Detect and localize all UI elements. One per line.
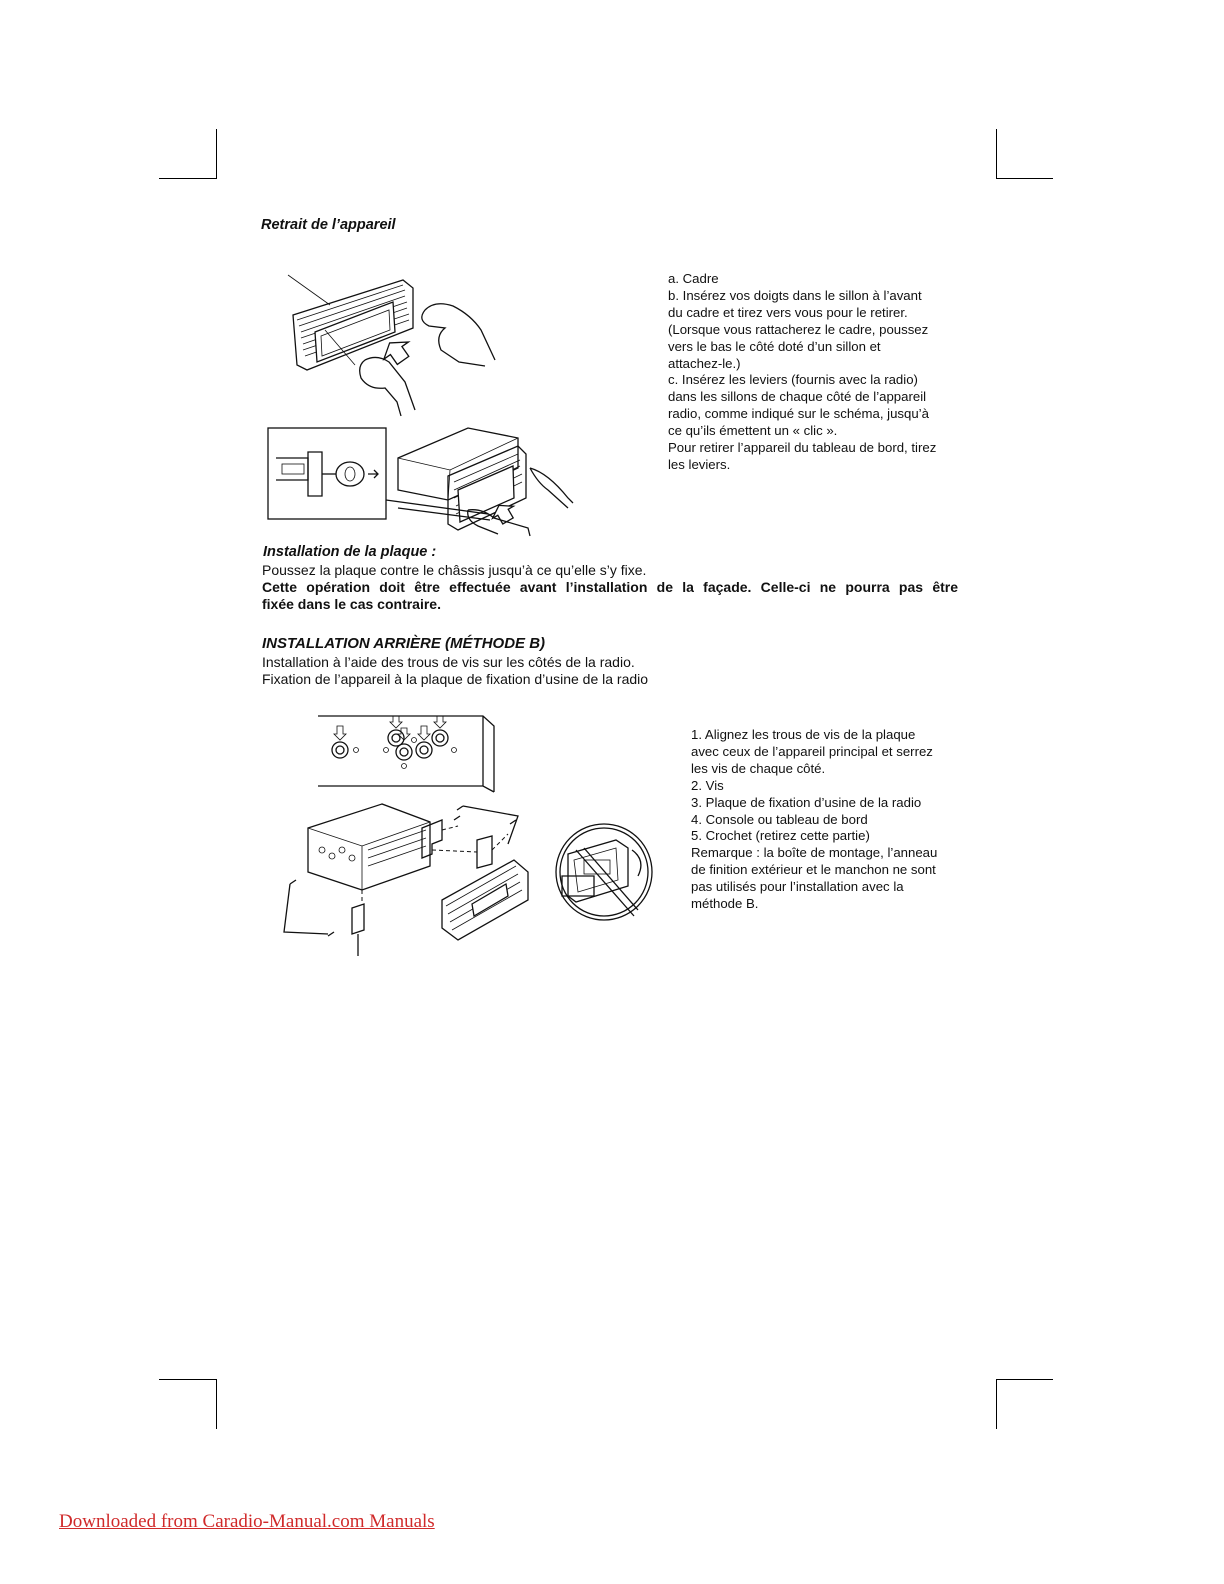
screw-holes-illustration: [318, 714, 498, 792]
crop-mark: [159, 1379, 217, 1380]
caption-line: méthode B.: [691, 896, 759, 912]
crop-mark: [996, 1379, 1053, 1380]
plate-warning-line: Cette opération doit être effectuée avant l’installation de la façade. Celle-ci ne pourra pas être: [262, 579, 958, 595]
caption-line: Remarque : la boîte de montage, l’anneau: [691, 845, 938, 861]
mounting-plate-drawing: [352, 820, 492, 934]
caption-line: les vis de chaque côté.: [691, 760, 826, 776]
lever-key-icon: [276, 452, 378, 496]
radio-chassis-drawing: [308, 804, 430, 890]
caption-line: ce qu’ils émettent un « clic ».: [668, 423, 838, 439]
removal-captions: [668, 271, 936, 474]
caption-line: 3. Plaque de fixation d’usine de la radio: [691, 794, 922, 810]
caption-line: dans les sillons de chaque côté de l’appareil: [668, 389, 927, 405]
crop-mark: [159, 178, 217, 179]
crop-mark: [216, 1379, 217, 1429]
frame-removal-drawing: [288, 275, 495, 416]
caption-line: avec ceux de l’appareil principal et serrez: [691, 743, 933, 759]
rear-line: Fixation de l’appareil à la plaque de fixation d’usine de la radio: [262, 671, 649, 687]
rear-captions: [691, 727, 937, 913]
caption-line: b. Insérez vos doigts dans le sillon à l’avant: [668, 287, 922, 303]
caption-line: radio, comme indiqué sur le schéma, jusqu’à: [668, 406, 929, 422]
caption-line: du cadre et tirez vers vous pour le retirer.: [668, 304, 908, 320]
radio-unit-drawing: [386, 428, 573, 536]
caption-line: c. Insérez les leviers (fournis avec la radio): [668, 372, 918, 388]
rear-intro: [262, 654, 648, 688]
screw-hole-group: [332, 730, 457, 769]
crop-mark: [996, 129, 997, 179]
screw-icon: [290, 806, 516, 936]
frame-removal-illustration: [285, 270, 515, 420]
crop-mark: [216, 129, 217, 179]
caption-line: (Lorsque vous rattacherez le cadre, poussez: [668, 321, 929, 337]
caption-line: pas utilisés pour l’installation avec la: [691, 879, 904, 895]
plate-warning-line: fixée dans le cas contraire.: [262, 596, 441, 612]
caption-line: 5. Crochet (retirez cette partie): [691, 828, 870, 844]
caption-line: 1. Alignez les trous de vis de la plaque: [691, 727, 916, 742]
download-source-link[interactable]: Downloaded from Caradio-Manual.com Manuals: [59, 1511, 435, 1532]
hook-detail-illustration: [554, 820, 654, 924]
removal-heading: Retrait de l’appareil: [261, 217, 396, 233]
lever-removal-illustration: [268, 428, 578, 550]
rear-heading: INSTALLATION ARRIÈRE (MÉTHODE B): [262, 635, 546, 652]
plate-line: Poussez la plaque contre le châssis jusqu’à ce qu’elle s’y fixe.: [262, 562, 647, 578]
plate-text: [262, 562, 958, 613]
crop-mark: [996, 178, 1053, 179]
caption-line: de finition extérieur et le manchon ne sont: [691, 862, 936, 878]
plate-heading: Installation de la plaque :: [263, 544, 437, 560]
caption-line: vers le bas le côté doté d’un sillon et: [668, 338, 881, 354]
caption-line: les leviers.: [668, 456, 731, 472]
caption-line: attachez-le.): [668, 355, 741, 371]
down-arrow-icon: [334, 716, 446, 740]
caption-line: 4. Console ou tableau de bord: [691, 811, 868, 827]
crop-mark: [996, 1379, 997, 1429]
rear-line: Installation à l’aide des trous de vis sur les côtés de la radio.: [262, 654, 635, 670]
caption-line: Pour retirer l’appareil du tableau de bord, tirez: [668, 440, 937, 456]
caption-line: a. Cadre: [668, 271, 719, 286]
mounting-exploded-illustration: [282, 800, 532, 956]
caption-line: 2. Vis: [691, 777, 724, 793]
console-drawing: [442, 860, 528, 940]
